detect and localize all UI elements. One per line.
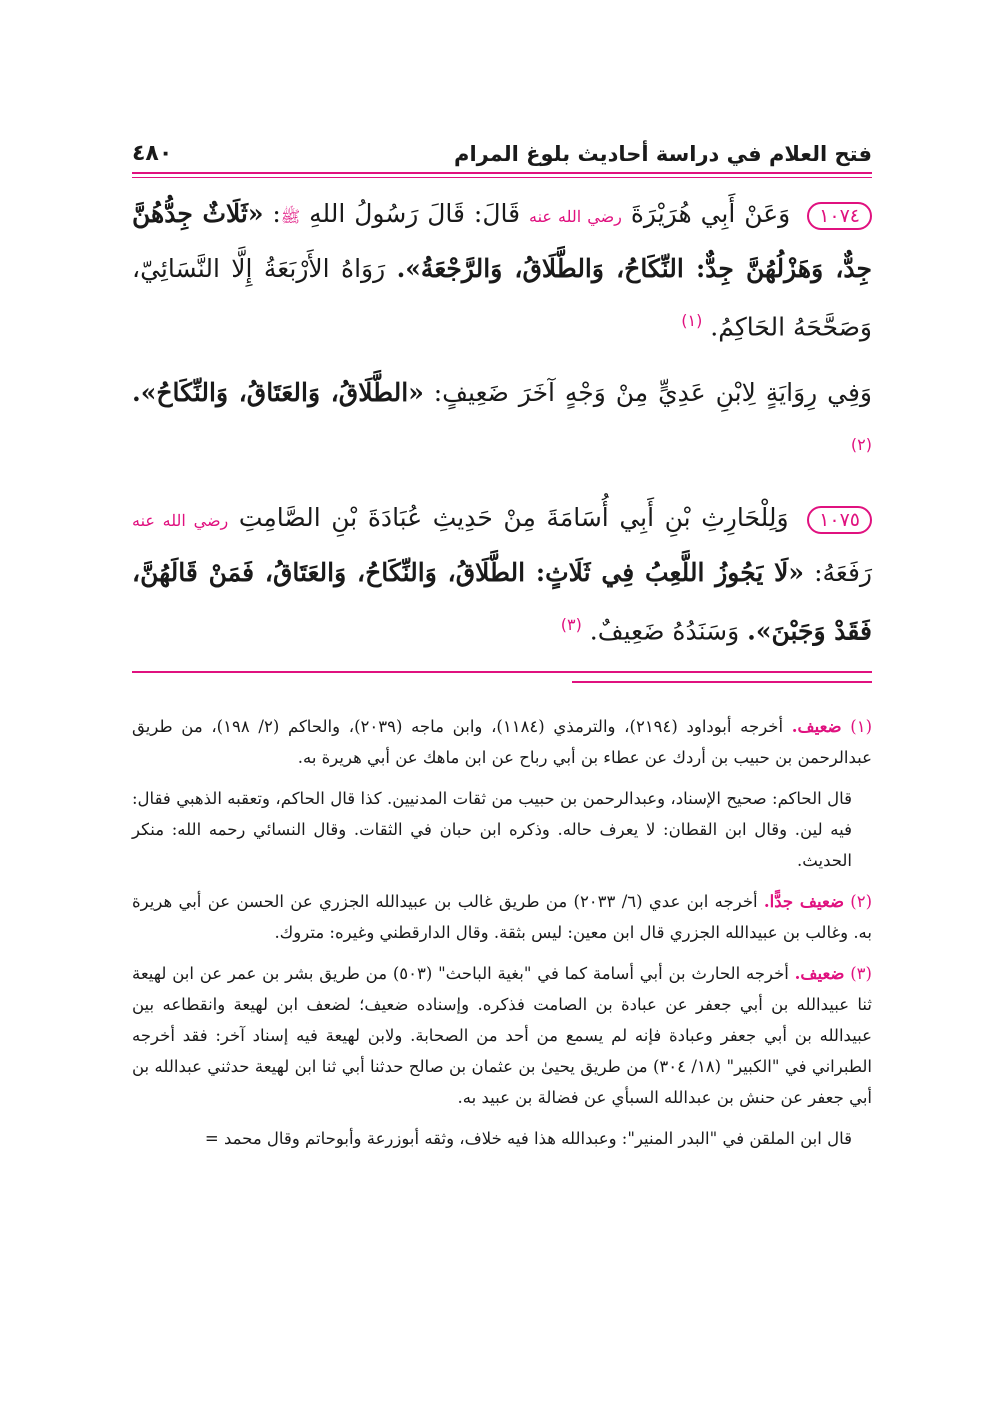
hadith-1075	[132, 492, 872, 657]
header-rule	[132, 172, 872, 174]
footnote-ref: (٣)	[560, 614, 582, 634]
footnote-text: أخرجه الحارث بن أبي أسامة كما في "بغية الباحث" (٥٠٣) من طريق بشر بن عمر عن ابن لهيعة ثنا عبيدالله بن أبي جعفر عن عبادة بن الصامت فذكره. وإسناده ضعيف؛ لضعف ابن لهيعة وانقطاعه بين عبيدالله بن أبي جعفر وعبادة فإنه لم يسمع من أحد من الصحابة. ولابن لهيعة فيه إسناد آخر: فقد أخرجه الطبراني في "الكبير" (١٨/ ٣٠٤) من طريق يحيىٰ بن عثمان بن صالح حدثنا أبي ثنا ابن لهيعة حدثني عبدالله بن أبي جعفر عن حنش بن عبدالله السبأي عن فضالة بن عبيد به.	[132, 963, 872, 1107]
footnote-marker: (١)	[850, 716, 872, 736]
page-header	[132, 120, 872, 166]
page	[132, 120, 872, 1164]
hadith-number: ١٠٧٤	[807, 202, 872, 230]
footnote-separator	[572, 681, 872, 683]
hadith-said: قَالَ: قَالَ رَسُولُ اللهِ	[309, 199, 521, 228]
header-rule-thin	[132, 177, 872, 178]
hadith-intro: وَلِلْحَارِثِ بْنِ أَبِي أُسَامَةَ مِنْ حَدِيثِ عُبَادَةَ بْنِ الصَّامِتِ	[238, 502, 789, 532]
page-number: ٤٨٠	[132, 141, 173, 166]
body-rule	[132, 671, 872, 673]
footnote-ref: (١)	[681, 311, 703, 330]
footnote-3	[132, 958, 872, 1113]
footnote-text: أخرجه أبوداود (٢١٩٤)، والترمذي (١١٨٤)، وابن ماجه (٢٠٣٩)، والحاكم (٢/ ١٩٨)، من طريق عبدالرحمن بن حبيب بن أردك عن عطاء بن أبي رباح عن ابن ماهك عن أبي هريرة به.	[132, 716, 872, 767]
hadith-source: رَوَاهُ الأَرْبَعَةُ إِلَّا النَّسَائِيّ، وَصَحَّحَهُ الحَاكِمُ.	[132, 254, 872, 342]
radiallahu-symbol: رضي الله عنه	[529, 207, 622, 226]
hadith-text	[132, 188, 872, 657]
footnote-1	[132, 711, 872, 773]
footnote-marker: (٢)	[850, 891, 873, 911]
hadith-1074: ١٠٧٤ وَعَنْ أَبِي هُرَيْرَةَ رضي الله عنه قَالَ: قَالَ رَسُولُ اللهِ ﷺ: «ثَلَاثٌ جِدُّهُنَّ جِدٌّ، وَهَزْلُهُنَّ جِدٌّ: النِّكَاحُ، وَالطَّلَاقُ، وَالرَّجْعَةُ». رَوَاهُ الأَرْبَعَةُ إِلَّا النَّسَائِيّ، وَصَحَّحَهُ الحَاكِمُ. $^{(١)}$	[132, 199, 872, 342]
radiallahu-symbol: رضي الله عنه	[132, 510, 229, 530]
footnote-grade: ضعيف.	[794, 963, 845, 983]
footnote-3-para2: قال ابن الملقن في "البدر المنير": وعبدالله هذا فيه خلاف، وثقه أبوزرعة وأبوحاتم وقال محمد =	[204, 1128, 852, 1148]
hadith-source: وَسَنَدُهُ ضَعِيفٌ.	[589, 615, 740, 645]
variant-matn: «الطَّلَاقُ، وَالعَتَاقُ، وَالنِّكَاحُ».	[132, 378, 424, 408]
footnotes	[132, 711, 872, 1154]
footnote-grade: ضعيف.	[791, 716, 842, 736]
footnote-grade: ضعيف جدًّا.	[763, 891, 844, 911]
hadith-intro: وَعَنْ أَبِي هُرَيْرَةَ	[630, 199, 791, 228]
pbuh-symbol: ﷺ	[280, 207, 301, 226]
variant-intro: وَفِي رِوَايَةٍ لِابْنِ عَدِيٍّ مِنْ وَجْهٍ آخَرَ ضَعِيفٍ:	[433, 378, 872, 408]
footnote-text: أخرجه ابن عدي (٦/ ٢٠٣٣) من طريق غالب بن عبيدالله الجزري عن الحسن عن أبي هريرة به. وغالب بن عبيدالله الجزري قال ابن معين: ليس بثقة. وقال الدارقطني وغيره: متروك.	[132, 891, 872, 942]
footnote-ref: (٢)	[850, 435, 872, 455]
hadith-matn: «ثَلَاثٌ جِدُّهُنَّ جِدٌّ، وَهَزْلُهُنَّ جِدٌّ: النِّكَاحُ، وَالطَّلَاقُ، وَالرَّجْعَةُ».	[132, 199, 872, 283]
footnote-1-para2: قال الحاكم: صحيح الإسناد، وعبدالرحمن بن حبيب من ثقات المدنيين. كذا قال الحاكم، وتعقبه الذهبي فقال: فيه لين. وقال ابن القطان: لا يعرف حاله. وذكره ابن حبان في الثقات. وقال النسائي رحمه الله: منكر الحديث.	[132, 788, 852, 870]
hadith-raf: رَفَعَهُ:	[814, 557, 872, 587]
footnote-marker: (٣)	[850, 963, 872, 983]
hadith-matn: «لَا يَجُوزُ اللَّعِبُ فِي ثَلَاثٍ: الطَّلَاقُ، وَالنِّكَاحُ، وَالعَتَاقُ، فَمَنْ قَالَهُنَّ، فَقَدْ وَجَبْنَ».	[132, 557, 872, 645]
hadith-1074-variant	[132, 367, 872, 477]
footnote-2	[132, 886, 872, 948]
hadith-number: ١٠٧٥	[807, 506, 872, 534]
book-title: فتح العلام في دراسة أحاديث بلوغ المرام	[454, 142, 872, 166]
